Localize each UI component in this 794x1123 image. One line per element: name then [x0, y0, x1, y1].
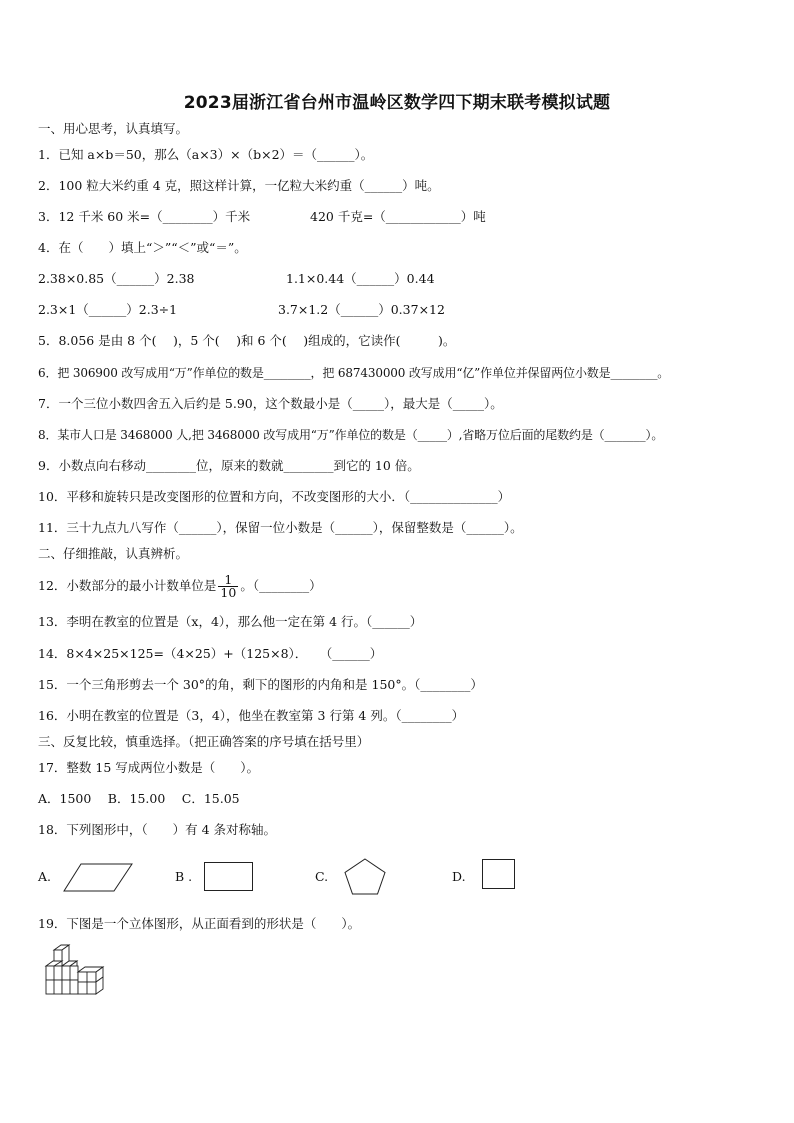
question-17: 17．整数 15 写成两位小数是（ ）。 [38, 760, 260, 775]
page-title: 2023届浙江省台州市温岭区数学四下期末联考模拟试题 [183, 93, 611, 113]
square-shape [481, 858, 517, 891]
question-6: 6．把 306900 改写成用“万”作单位的数是________，把 687430000 改写成用“亿”作单位并保留两位小数是________。 [38, 366, 670, 380]
question-1: 1．已知 a×b＝50，那么（a×3）×（b×2）＝（______）。 [38, 147, 374, 162]
question-12-answer-blank: 。（________） [240, 578, 322, 593]
question-2: 2．100 粒大米约重 4 克，照这样计算，一亿粒大米约重（______）吨。 [38, 178, 440, 193]
question-4-item-1a: 2.38×0.85（______）2.38 [38, 271, 195, 286]
pentagon-shape [342, 857, 388, 897]
fraction-one-tenth [218, 574, 238, 599]
section-1-heading: 一、用心思考，认真填写。 [38, 121, 189, 136]
question-12 [38, 572, 322, 600]
question-4-item-2b: 3.7×1.2（______）0.37×12 [278, 302, 445, 317]
question-4-item-2a: 2.3×1（______）2.3÷1 [38, 302, 178, 317]
cube-stack-figure [42, 944, 112, 998]
rectangle-shape [203, 861, 255, 893]
fraction-denominator: 10 [220, 585, 237, 600]
question-18: 18．下列图形中，（ ）有 4 条对称轴。 [38, 822, 277, 837]
option-d-label: D. [452, 869, 466, 884]
question-5: 5．8.056 是由 8 个( )，5 个( )和 6 个( )组成的，它读作( )。 [38, 333, 456, 348]
question-9: 9．小数点向右移动________位，原来的数就________到它的 10 倍。 [38, 458, 420, 473]
question-10: 10．平移和旋转只是改变图形的位置和方向，不改变图形的大小．（______________） [38, 489, 511, 504]
parallelogram-shape [62, 862, 134, 894]
question-17-options: A．1500 B．15.00 C．15.05 [38, 791, 240, 806]
question-4-item-1b: 1.1×0.44（______）0.44 [286, 271, 435, 286]
option-b-label: B . [175, 869, 193, 884]
question-12-text: 12．小数部分的最小计数单位是 [38, 578, 217, 593]
question-15: 15．一个三角形剪去一个 30°的角，剩下的图形的内角和是 150°。（________） [38, 677, 483, 692]
question-13: 13．李明在教室的位置是（x，4），那么他一定在第 4 行。（______） [38, 614, 423, 629]
option-c-label: C. [315, 869, 329, 884]
question-11: 11．三十九点九八写作（______），保留一位小数是（______），保留整数是（______）。 [38, 520, 523, 535]
question-3-part-b: 420 千克=（____________）吨 [310, 209, 486, 224]
question-8: 8．某市人口是 3468000 人,把 3468000 改写成用“万”作单位的数是（_____）,省略万位后面的尾数约是（_______）。 [38, 428, 664, 442]
section-3-heading: 三、反复比较，慎重选择。（把正确答案的序号填在括号里） [38, 734, 370, 749]
question-16: 16．小明在教室的位置是（3，4），他坐在教室第 3 行第 4 列。（________） [38, 708, 465, 723]
question-19: 19．下图是一个立体图形，从正面看到的形状是（ ）。 [38, 916, 361, 931]
section-2-heading: 二、仔细推敲，认真辨析。 [38, 546, 189, 561]
question-4: 4．在（ ）填上“＞”“＜”或“＝”。 [38, 240, 247, 255]
question-7: 7．一个三位小数四舍五入后约是 5.90，这个数最小是（_____），最大是（_____）。 [38, 396, 503, 411]
question-3-part-a: 3．12 千米 60 米=（________）千米 [38, 209, 251, 224]
fraction-numerator: 1 [218, 574, 238, 587]
option-a-label: A. [38, 869, 52, 884]
question-14: 14．8×4×25×125=（4×25）+（125×8）． （______） [38, 646, 383, 661]
